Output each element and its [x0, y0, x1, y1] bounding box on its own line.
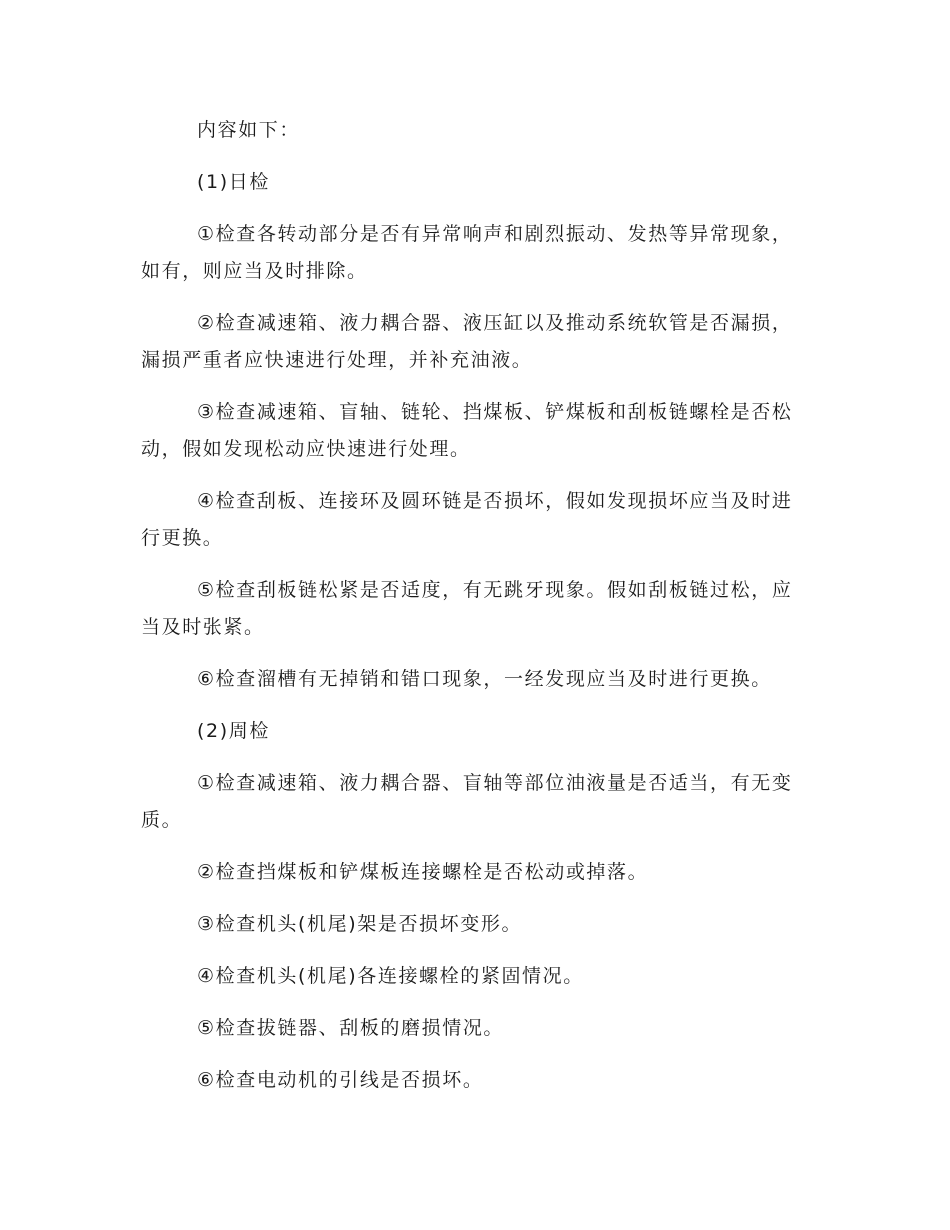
- document-body: [141, 112, 813, 1114]
- weekly-item-5: ⑤检查拔链器、刮板的磨损情况。: [197, 1017, 505, 1039]
- intro-line: 内容如下：: [197, 119, 301, 141]
- daily-item-2: ②检查减速箱、液力耦合器、液压缸以及推动系统软管是否漏损，漏损严重者应快速进行处理，并补充油液。: [141, 312, 793, 371]
- weekly-item-2: ②检查挡煤板和铲煤板连接螺栓是否松动或掉落。: [197, 861, 649, 883]
- daily-item-5: ⑤检查刮板链松紧是否适度，有无跳牙现象。假如刮板链过松，应当及时张紧。: [141, 579, 793, 638]
- weekly-item-1: ①检查减速箱、液力耦合器、盲轴等部位油液量是否适当，有无变质。: [141, 772, 793, 831]
- daily-item-3: ③检查减速箱、盲轴、链轮、挡煤板、铲煤板和刮板链螺栓是否松动，假如发现松动应快速进行处理。: [141, 401, 793, 460]
- daily-item-1: ①检查各转动部分是否有异常响声和剧烈振动、发热等异常现象，如有，则应当及时排除。: [141, 223, 793, 282]
- daily-item-6: ⑥检查溜槽有无掉销和错口现象，一经发现应当及时进行更换。: [197, 668, 772, 690]
- section-heading-daily: (1)日检: [197, 171, 270, 193]
- weekly-item-4: ④检查机头(机尾)各连接螺栓的紧固情况。: [197, 965, 584, 987]
- daily-item-4: ④检查刮板、连接环及圆环链是否损坏，假如发现损坏应当及时进行更换。: [141, 490, 793, 549]
- section-heading-weekly: (2)周检: [197, 720, 270, 742]
- weekly-item-6: ⑥检查电动机的引线是否损坏。: [197, 1069, 484, 1091]
- weekly-item-3: ③检查机头(机尾)架是否损坏变形。: [197, 913, 523, 935]
